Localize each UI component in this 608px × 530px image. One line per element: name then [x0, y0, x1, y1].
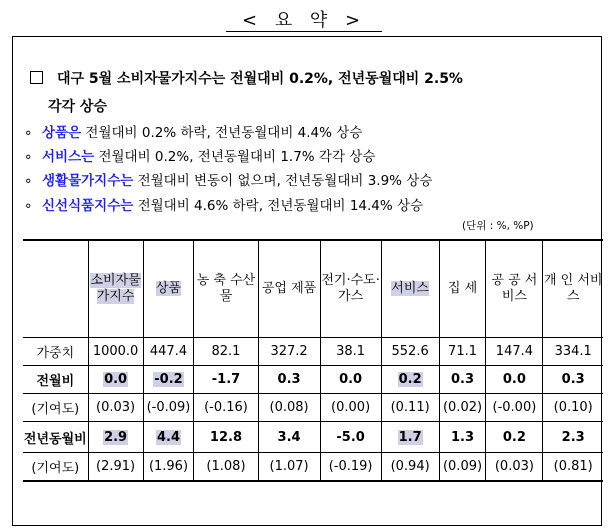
bullet-text: 전월대비 변동이 없으며, 전년동월대비 3.9% 상승 — [133, 173, 433, 189]
row-label: 전월비 — [23, 366, 88, 394]
table-cell: 0.3 — [439, 366, 486, 394]
bullet-item — [24, 194, 423, 214]
lead-text: 대구 5월 소비자물가지수는 전월대비 0.2%, 전년동월대비 2.5% — [57, 71, 463, 87]
cpi-table — [23, 239, 603, 482]
header-cell — [23, 240, 88, 338]
table-cell: 82.1 — [194, 338, 258, 366]
square-bullet-icon — [30, 71, 43, 84]
table-cell: (-0.19) — [320, 453, 381, 482]
bullet-keyword: 생활물가지수는 — [42, 173, 134, 189]
table-cell: (-0.00) — [486, 394, 543, 422]
table-cell: 1000.0 — [88, 338, 143, 366]
table-cell: 71.1 — [439, 338, 486, 366]
table-cell: 147.4 — [486, 338, 543, 366]
table-row — [23, 338, 603, 366]
header-cell: 서비스 — [381, 240, 439, 338]
title-underline — [226, 31, 382, 32]
row-label: (기여도) — [23, 394, 88, 422]
table-cell: (0.81) — [543, 453, 603, 482]
table-cell: 3.4 — [258, 422, 320, 453]
table-row — [23, 366, 603, 394]
table-cell: (2.91) — [88, 453, 143, 482]
bullet-item — [24, 121, 362, 141]
table-cell: (0.11) — [381, 394, 439, 422]
table-cell: 0.0 — [486, 366, 543, 394]
circle-bullet-icon: ∘ — [24, 149, 33, 165]
table-cell: 0.3 — [258, 366, 320, 394]
bullet-text: 전월대비 0.2% 하락, 전년동월대비 4.4% 상승 — [81, 125, 363, 141]
table-cell: 1.7 — [381, 422, 439, 453]
page-title: < 요 약 > — [241, 10, 367, 31]
table-cell: 12.8 — [194, 422, 258, 453]
table-cell: 447.4 — [143, 338, 194, 366]
bullet-keyword: 상품은 — [42, 125, 82, 141]
table-cell: 38.1 — [320, 338, 381, 366]
table-cell: -1.7 — [194, 366, 258, 394]
bullet-text: 전월대비 4.6% 하락, 전년동월대비 14.4% 상승 — [133, 198, 424, 214]
table-cell: 0.2 — [486, 422, 543, 453]
row-label: (기여도) — [23, 453, 88, 482]
table-cell: 334.1 — [543, 338, 603, 366]
table-cell: (0.03) — [486, 453, 543, 482]
table-cell: 0.2 — [381, 366, 439, 394]
table-cell: 2.9 — [88, 422, 143, 453]
table-cell: 2.3 — [543, 422, 603, 453]
table-header-row — [23, 240, 603, 338]
unit-note: (단위 : %, %P) — [462, 220, 534, 232]
table-cell: (0.09) — [439, 453, 486, 482]
table-cell: (0.94) — [381, 453, 439, 482]
table-cell: 552.6 — [381, 338, 439, 366]
table-cell: 327.2 — [258, 338, 320, 366]
table-cell: (0.10) — [543, 394, 603, 422]
table-cell: (1.08) — [194, 453, 258, 482]
row-label: 전년동월비 — [23, 422, 88, 453]
bullet-text: 전월대비 0.2%, 전년동월대비 1.7% 각각 상승 — [94, 149, 376, 165]
bullet-item — [24, 145, 375, 165]
circle-bullet-icon: ∘ — [24, 198, 33, 214]
bullet-keyword: 서비스는 — [42, 149, 95, 165]
bullet-item — [24, 169, 432, 189]
header-cell: 집 세 — [439, 240, 486, 338]
header-cell: 공업 제품 — [258, 240, 320, 338]
table-row — [23, 453, 603, 482]
table-cell: 0.0 — [320, 366, 381, 394]
table-cell: (1.96) — [143, 453, 194, 482]
table-cell: (1.07) — [258, 453, 320, 482]
header-cell: 공 공 서비스 — [486, 240, 543, 338]
table-cell: (0.08) — [258, 394, 320, 422]
table-cell: 0.3 — [543, 366, 603, 394]
header-cell: 전기·수도·가스 — [320, 240, 381, 338]
table-cell: (-0.09) — [143, 394, 194, 422]
table-cell: 4.4 — [143, 422, 194, 453]
table-cell: -5.0 — [320, 422, 381, 453]
table-cell: (0.03) — [88, 394, 143, 422]
header-cell: 상품 — [143, 240, 194, 338]
header-cell: 농 축 수산물 — [194, 240, 258, 338]
circle-bullet-icon: ∘ — [24, 125, 33, 141]
table-cell: (-0.16) — [194, 394, 258, 422]
header-cell: 소비자물가지수 — [88, 240, 143, 338]
table-cell: 0.0 — [88, 366, 143, 394]
table-cell: -0.2 — [143, 366, 194, 394]
bullet-keyword: 신선식품지수는 — [42, 198, 134, 214]
header-cell: 개 인 서비스 — [543, 240, 603, 338]
lead-line-1 — [30, 68, 463, 88]
row-label: 가중치 — [23, 338, 88, 366]
table-row — [23, 422, 603, 453]
table-cell: (0.00) — [320, 394, 381, 422]
lead-line-2: 각각 상승 — [48, 99, 107, 115]
table-row — [23, 394, 603, 422]
circle-bullet-icon: ∘ — [24, 173, 33, 189]
table-cell: 1.3 — [439, 422, 486, 453]
table-cell: (0.02) — [439, 394, 486, 422]
